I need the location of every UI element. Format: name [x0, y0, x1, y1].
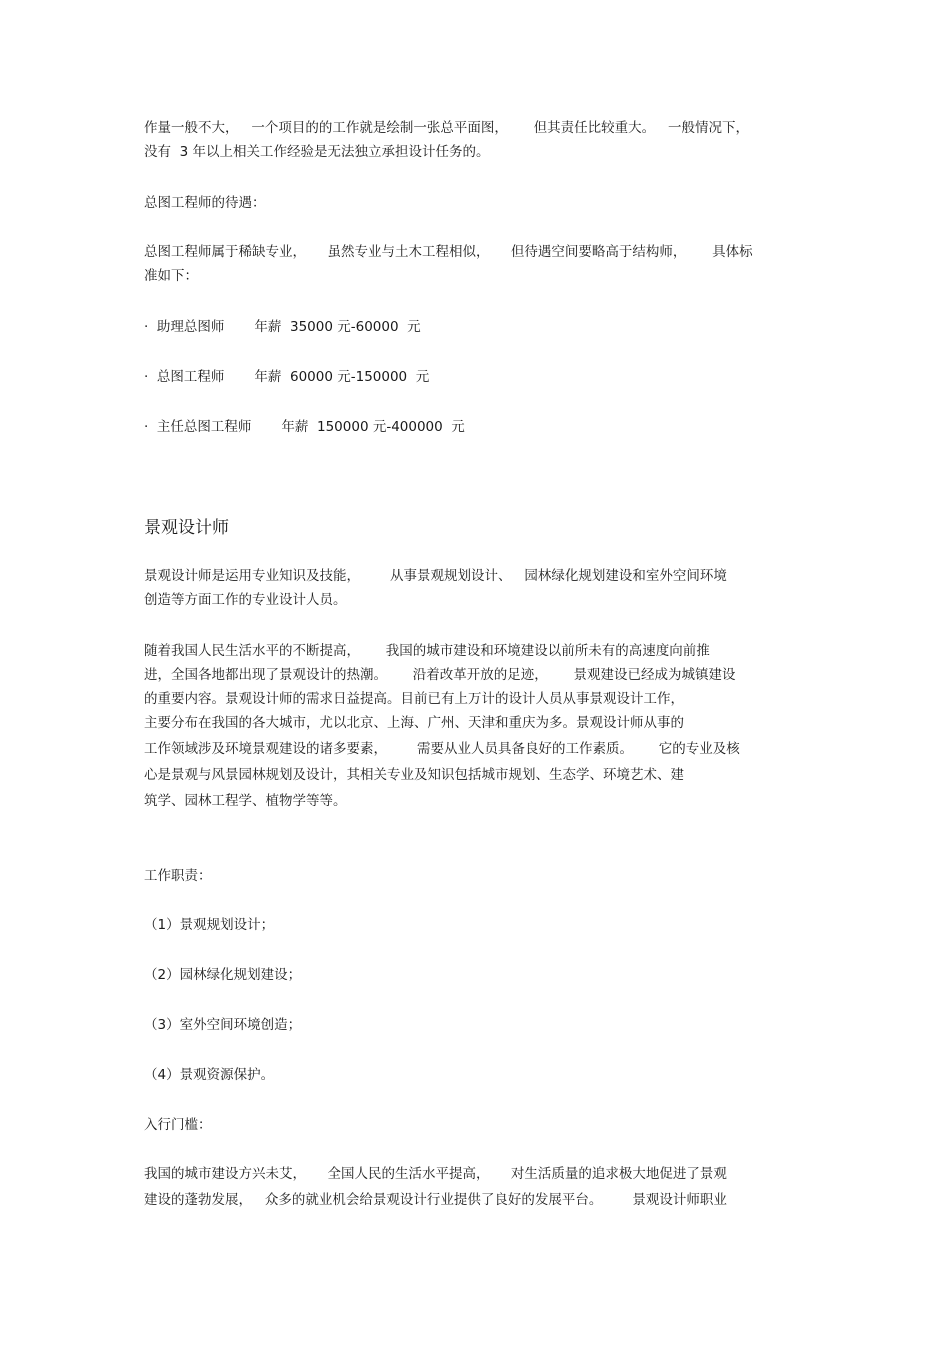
salary-intro-line-1: 总图工程师属于稀缺专业， 虽然专业与土木工程相似， 但待遇空间要略高于结构师， 具体标 — [144, 244, 753, 260]
background-line-2: 进，全国各地都出现了景观设计的热潮。 沿着改革开放的足迹， 景观建设已经成为城镇建设 — [144, 667, 736, 683]
duties-heading: 工作职责： — [144, 868, 212, 884]
duty-item-4: （4）景观资源保护。 — [144, 1067, 275, 1083]
intro-line-1: 作量一般不大， 一个项目的的工作就是绘制一张总平面图， 但其责任比较重大。 一般情况下， — [144, 120, 749, 136]
background-line-4: 主要分布在我国的各大城市，尤以北京、上海、广州、天津和重庆为多。景观设计师从事的 — [144, 715, 684, 731]
duty-item-3: （3）室外空间环境创造； — [144, 1017, 302, 1033]
salary-item-chief: · 主任总图工程师 年薪 150000 元-400000 元 — [144, 419, 465, 435]
background-line-6: 心是景观与风景园林规划及设计，其相关专业及知识包括城市规划、生态学、环境艺术、建 — [144, 767, 684, 783]
background-line-7: 筑学、园林工程学、植物学等等。 — [144, 793, 347, 809]
section-title: 景观设计师 — [144, 518, 229, 538]
salary-item-assistant: · 助理总图师 年薪 35000 元-60000 元 — [144, 319, 421, 335]
duty-item-1: （1）景观规划设计； — [144, 917, 275, 933]
entry-line-1: 我国的城市建设方兴未艾， 全国人民的生活水平提高， 对生活质量的追求极大地促进了景观 — [144, 1166, 727, 1182]
salary-item-engineer: · 总图工程师 年薪 60000 元-150000 元 — [144, 369, 430, 385]
salary-heading: 总图工程师的待遇： — [144, 195, 266, 211]
duty-item-2: （2）园林绿化规划建设； — [144, 967, 302, 983]
salary-intro-line-2: 准如下： — [144, 268, 198, 284]
intro-line-2: 没有 3 年以上相关工作经验是无法独立承担设计任务的。 — [144, 144, 490, 160]
background-line-5: 工作领域涉及环境景观建设的诸多要素， 需要从业人员具备良好的工作素质。 它的专业及核 — [144, 741, 740, 757]
background-line-3: 的重要内容。景观设计师的需求日益提高。目前已有上万计的设计人员从事景观设计工作， — [144, 691, 684, 707]
entry-line-2: 建设的蓬勃发展， 众多的就业机会给景观设计行业提供了良好的发展平台。 景观设计师职业 — [144, 1192, 727, 1208]
definition-line-2: 创造等方面工作的专业设计人员。 — [144, 592, 347, 608]
entry-heading: 入行门槛： — [144, 1117, 212, 1133]
definition-line-1: 景观设计师是运用专业知识及技能， 从事景观规划设计、 园林绿化规划建设和室外空间环境 — [144, 568, 727, 584]
background-line-1: 随着我国人民生活水平的不断提高， 我国的城市建设和环境建设以前所未有的高速度向前推 — [144, 643, 710, 659]
